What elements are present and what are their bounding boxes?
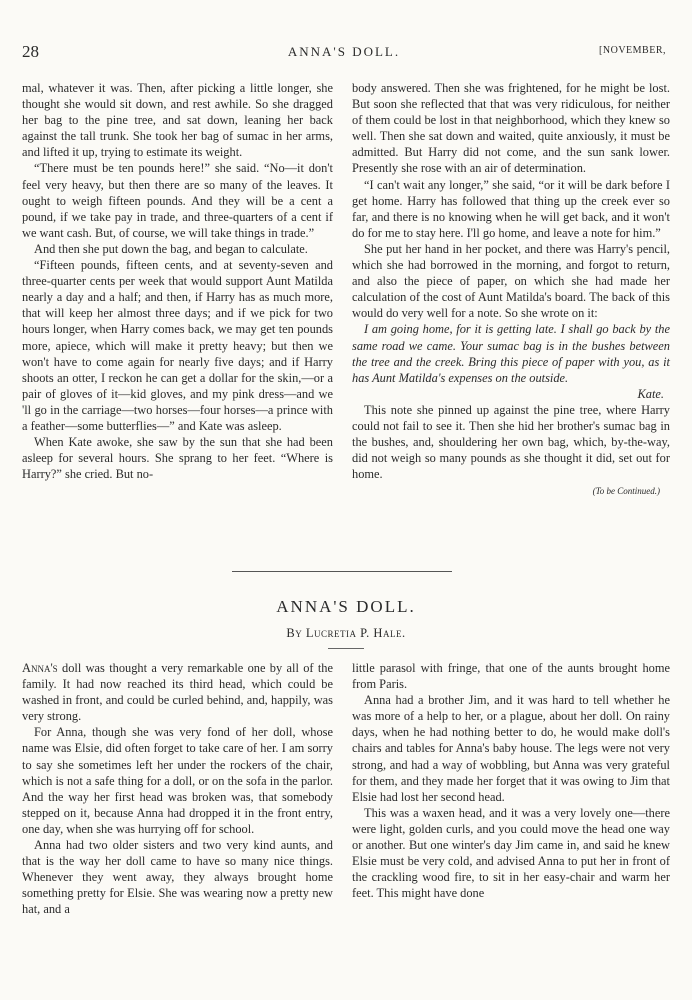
story-title: ANNA'S DOLL. xyxy=(276,597,416,616)
kate-note: I am going home, for it is getting late. I shall go back by the same road we came. Your sumac bag is in the bushes between the tree and the creek. Bring this piece of paper with you, as it has Aunt Matilda's expenses on the outside. xyxy=(352,322,670,385)
author-name: Lucretia P. Hale. xyxy=(305,626,406,640)
column-2 xyxy=(352,80,670,499)
column-3 xyxy=(22,660,333,918)
page-header xyxy=(22,42,666,62)
paragraph: She put her hand in her pocket, and there was Harry's pencil, which she had borrowed in the morning, and forgot to return, and also the piece of paper, on which she had made her calculation of the cost of Aunt Matilda's board. The back of this would do very well for a note. So she wrote on it: xyxy=(352,241,670,321)
paragraph: Anna had two older sisters and two very kind aunts, and that is the way her doll came to have so many nice things. Whenever they went away, they always brought home something pretty for Elsie. She was wearing now a pretty new hat, and a xyxy=(22,838,333,917)
page-number: 28 xyxy=(22,42,39,61)
paragraph: body answered. Then she was frightened, for he might be lost. But soon she reflected that that was very ridiculous, for neither of them could be lost in that neighborhood, which they knew so well. Then she sat down and waited, quite anxiously, it must be admitted. But Harry did not come, and the sun sank lower. Presently she rose with an air of determination. xyxy=(352,81,670,176)
issue-label: [NOVEMBER, xyxy=(599,45,666,56)
paragraph-text: doll was thought a very remarkable one by all of the family. It had now reached its third head, which could be washed in front, and could be curled behind, and, happily, was very strong. xyxy=(22,661,333,724)
byline-rule xyxy=(328,648,364,649)
running-title: ANNA'S DOLL. xyxy=(287,44,401,59)
paragraph: mal, whatever it was. Then, after picking a little longer, she thought she would sit down, and rest awhile. So she dragged her bag to the pine tree, and sat down, leaning her back against the tall trunk. She took her bag of sumac in her arms, and lifted it up, trying to estimate its weight. xyxy=(22,81,333,160)
column-1 xyxy=(22,80,333,482)
byline xyxy=(0,626,692,641)
paragraph: “I can't wait any longer,” she said, “or it will be dark before I get home. Harry has followed that thing up the creek ever so far, and there is no knowing when he will get back, and it won't do for me to stay here. I'll go home, and leave a note for him.” xyxy=(352,177,670,240)
paragraph: When Kate awoke, she saw by the sun that she had been asleep for several hours. She sprang to her feet. “Where is Harry?” she cried. But no- xyxy=(22,435,333,482)
paragraph: little parasol with fringe, that one of the aunts brought home from Paris. xyxy=(352,661,670,692)
lead-word: Anna's xyxy=(22,661,58,675)
paragraph: For Anna, though she was very fond of her doll, whose name was Elsie, did often forget to take care of her. I am sorry to say she sometimes left her under the rockers of the chair, which is not a safe thing for a doll, or on the sofa in the parlor. And the way her first head was broken was, that somebody stepped on it, because Anna had dropped it in the front entry, one day, when she was hurrying off for school. xyxy=(22,725,333,836)
paragraph: “Fifteen pounds, fifteen cents, and at seventy-seven and three-quarter cents per week that would support Aunt Matilda nearly a day and a half; and then, if Harry has as much more, that will keep her almost three days; and if we pick for two hours longer, when Harry comes back, we may get ten pounds more, apiece, which will make it pretty heavy; but then we won't have to come again for nearly five days; and if Harry shoots an otter, I reckon he can get a dollar for the skin,—or a pair of gloves of it—kid gloves, and my pink dress—and we 'll go in the carriage—two horses—four horses—a prince with a feather—some butterflies—” and Kate was asleep. xyxy=(22,258,333,433)
byline-prefix: By xyxy=(286,626,303,640)
to-be-continued: (To be Continued.) xyxy=(592,486,660,497)
paragraph xyxy=(22,660,333,724)
paragraph: And then she put down the bag, and began to calculate. xyxy=(34,241,308,256)
section-divider xyxy=(232,571,452,572)
paragraph: This note she pinned up against the pine tree, where Harry could not fail to see it. Then she hid her brother's sumac bag in the bushes, and, shouldering her own bag, which, by-the-way, did not weigh so many pounds as she thought it did, set out for home. xyxy=(352,402,670,482)
paragraph: This was a waxen head, and it was a very lovely one—there were light, golden curls, and you could move the head one way or another. But one winter's day Jim came in, and said he knew Elsie must be very cold, and advised Anna to put her in front of the crackling wood fire, to sit in her easy-chair and warm her feet. This might have done xyxy=(352,805,670,901)
column-4 xyxy=(352,660,670,901)
note-signature: Kate. xyxy=(637,386,664,401)
paragraph: Anna had a brother Jim, and it was hard to tell whether he was more of a help to her, or a plague, about her doll. On rainy days, when he had nothing better to do, he would make doll's chairs and tables for Anna's baby house. The legs were not very strong, and had a way of wobbling, but Anna was very grateful for them, and they made her forget that it was owing to Jim that Elsie had lost her second head. xyxy=(352,693,670,804)
paragraph: “There must be ten pounds here!” she said. “No—it don't feel very heavy, but then there are so many of the leaves. It ought to weigh fifteen pounds. And they will be a cent a pound, if we take pay in trade, and three-quarters of a cent if we want cash. But, of course, we will take things in trade.” xyxy=(22,161,333,240)
